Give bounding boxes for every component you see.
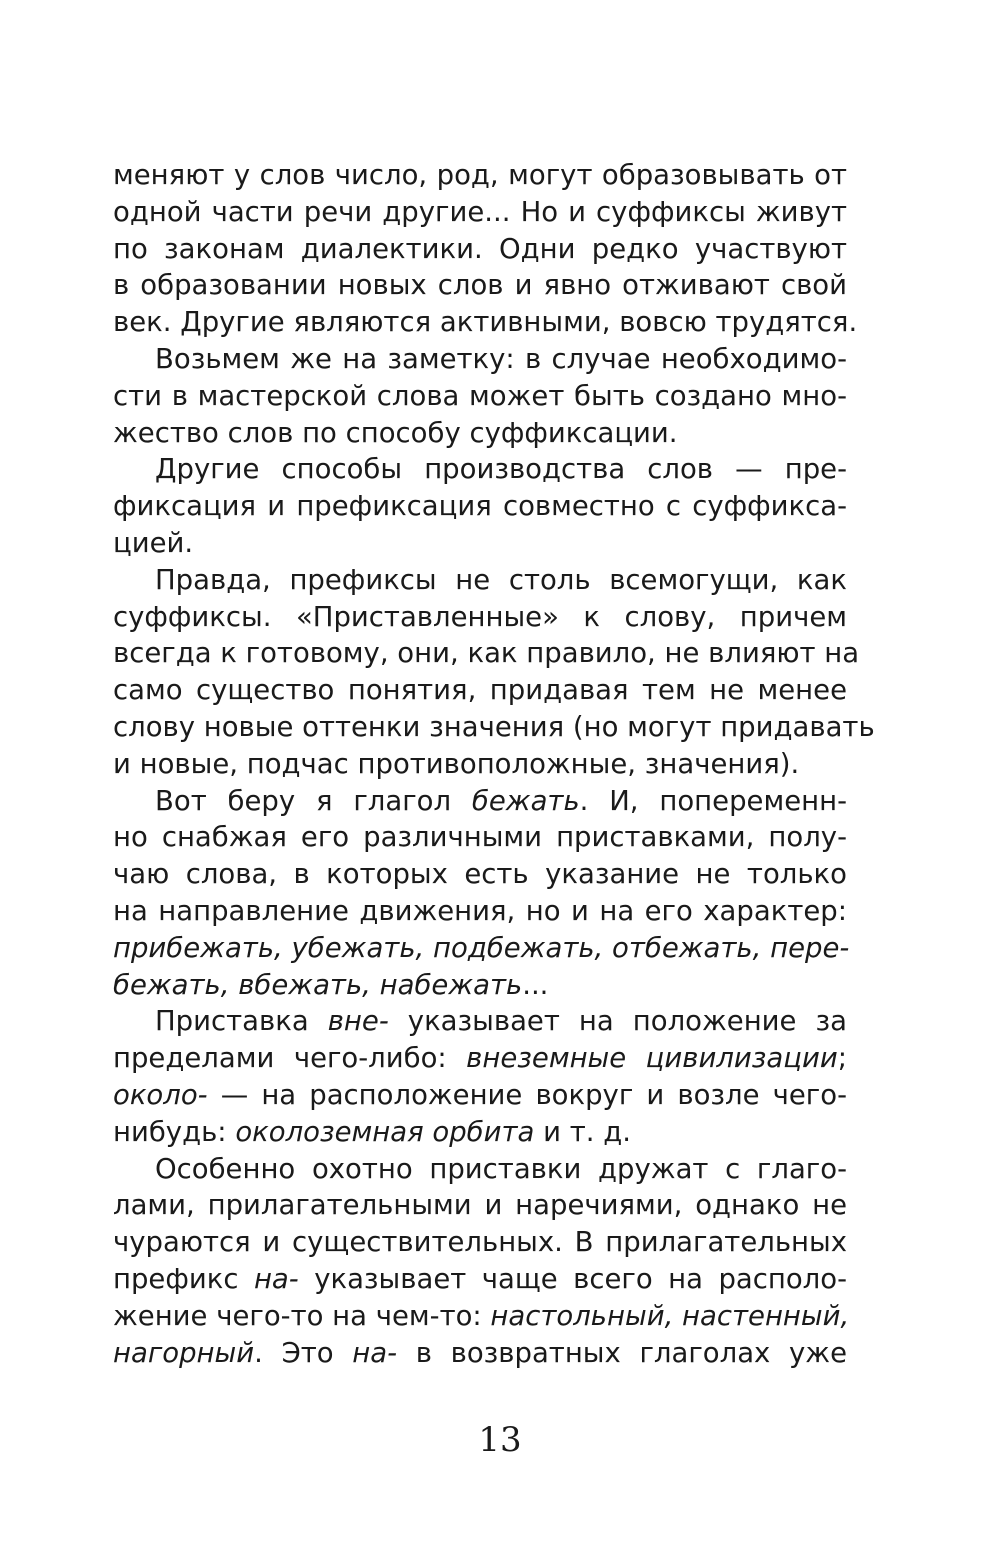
text-segment: — на расположение вокруг и возле чего-	[207, 1078, 847, 1111]
italic-text: нагорный	[113, 1336, 255, 1369]
text-line	[113, 930, 850, 967]
italic-text: бежать, вбежать, набежать	[113, 968, 523, 1001]
italic-text: на-	[253, 1262, 299, 1295]
text-line	[113, 967, 847, 1004]
text-segment: в образовании новых слов и явно отживают свой	[113, 269, 847, 302]
text-line	[113, 599, 847, 636]
text-segment: . И, попеременн-	[579, 784, 847, 817]
text-line	[113, 194, 847, 231]
italic-text: около-	[113, 1078, 208, 1111]
text-line	[113, 1040, 847, 1077]
text-segment: Другие способы производства слов — пре-	[155, 453, 847, 486]
text-segment: Вот беру я глагол	[155, 784, 472, 817]
text-line	[113, 415, 847, 452]
text-line	[113, 783, 847, 820]
text-segment: суффиксы. «Приставленные» к слову, причем	[113, 600, 847, 633]
text-segment: лами, прилагательными и наречиями, однако не	[113, 1189, 847, 1222]
italic-text: на-	[352, 1336, 398, 1369]
italic-text: бежать	[471, 784, 580, 817]
text-line	[113, 267, 847, 304]
text-segment: жество слов по способу суффиксации.	[113, 416, 678, 449]
text-line	[113, 1224, 847, 1261]
text-segment: префикс	[113, 1262, 254, 1295]
text-segment: и т. д.	[534, 1115, 632, 1148]
text-segment: само существо понятия, придавая тем не менее	[113, 674, 847, 707]
text-line	[113, 451, 847, 488]
text-line	[113, 709, 875, 746]
text-segment: цией.	[113, 526, 194, 559]
text-line	[113, 1187, 847, 1224]
text-segment: и новые, подчас противоположные, значения).	[113, 747, 800, 780]
text-segment: ...	[522, 968, 549, 1001]
text-line	[113, 819, 847, 856]
paragraph	[113, 562, 875, 783]
text-line	[113, 1077, 847, 1114]
paragraph	[113, 1151, 850, 1372]
text-line	[113, 304, 858, 341]
text-segment: Возьмем же на заметку: в случае необходимо-	[155, 342, 847, 375]
paragraph	[113, 341, 847, 451]
paragraph	[113, 1003, 847, 1150]
paragraph	[113, 157, 858, 341]
text-segment: сти в мастерской слова может быть создано мно-	[113, 379, 847, 412]
text-line	[113, 856, 847, 893]
text-segment: указывает чаще всего на располо-	[298, 1262, 847, 1295]
text-segment: одной части речи другие... Но и суффиксы живут	[113, 195, 847, 228]
text-segment: меняют у слов число, род, могут образовывать от	[113, 159, 847, 191]
italic-text: настольный, настенный,	[490, 1299, 850, 1332]
text-line	[113, 341, 847, 378]
text-line	[113, 562, 847, 599]
italic-text: вне-	[327, 1005, 389, 1038]
text-line	[113, 893, 847, 930]
text-line	[113, 1114, 847, 1151]
text-segment: слову новые оттенки значения (но могут придавать	[113, 710, 875, 743]
page-body	[113, 157, 875, 1371]
page-number: 13	[478, 1420, 522, 1460]
text-line	[113, 1335, 847, 1372]
text-segment: чураются и существительных. В прилагательных	[113, 1226, 847, 1259]
italic-text: внеземные цивилизации	[466, 1042, 838, 1075]
text-line	[113, 1261, 847, 1298]
text-segment: на направление движения, но и на его характер:	[113, 894, 847, 927]
text-line	[113, 635, 860, 672]
paragraph	[113, 451, 847, 561]
italic-text: прибежать, убежать, подбежать, отбежать, пере-	[113, 931, 850, 964]
text-segment: Особенно охотно приставки дружат с глаго-	[155, 1152, 847, 1185]
text-line	[113, 378, 847, 415]
italic-text: околоземная орбита	[235, 1115, 535, 1148]
text-segment: нибудь:	[113, 1115, 236, 1148]
text-segment: ;	[837, 1042, 847, 1075]
text-segment: всегда к готовому, они, как правило, не влияют на	[113, 637, 860, 670]
text-line	[113, 157, 847, 194]
text-line	[113, 1298, 850, 1335]
text-line	[113, 488, 847, 525]
text-segment: указывает на положение за	[388, 1005, 847, 1038]
text-segment: но снабжая его различными приставками, полу-	[113, 821, 847, 854]
text-segment: по законам диалектики. Одни редко участвуют	[113, 232, 847, 265]
text-segment: фиксация и префиксация совместно с суффикса-	[113, 490, 847, 523]
text-line	[113, 672, 847, 709]
text-segment: Приставка	[155, 1005, 328, 1038]
text-line	[113, 746, 847, 783]
text-segment: в возвратных глаголах уже	[397, 1336, 847, 1369]
text-line	[113, 1003, 847, 1040]
text-line	[113, 231, 847, 268]
text-line	[113, 525, 847, 562]
text-line	[113, 1151, 847, 1188]
text-segment: чаю слова, в которых есть указание не только	[113, 858, 847, 891]
text-segment: . Это	[254, 1336, 353, 1369]
paragraph	[113, 783, 850, 1004]
text-segment: век. Другие являются активными, вовсю трудятся.	[113, 306, 858, 339]
text-segment: пределами чего-либо:	[113, 1042, 467, 1075]
text-segment: Правда, префиксы не столь всемогущи, как	[155, 563, 847, 596]
text-segment: жение чего-то на чем-то:	[113, 1299, 491, 1332]
